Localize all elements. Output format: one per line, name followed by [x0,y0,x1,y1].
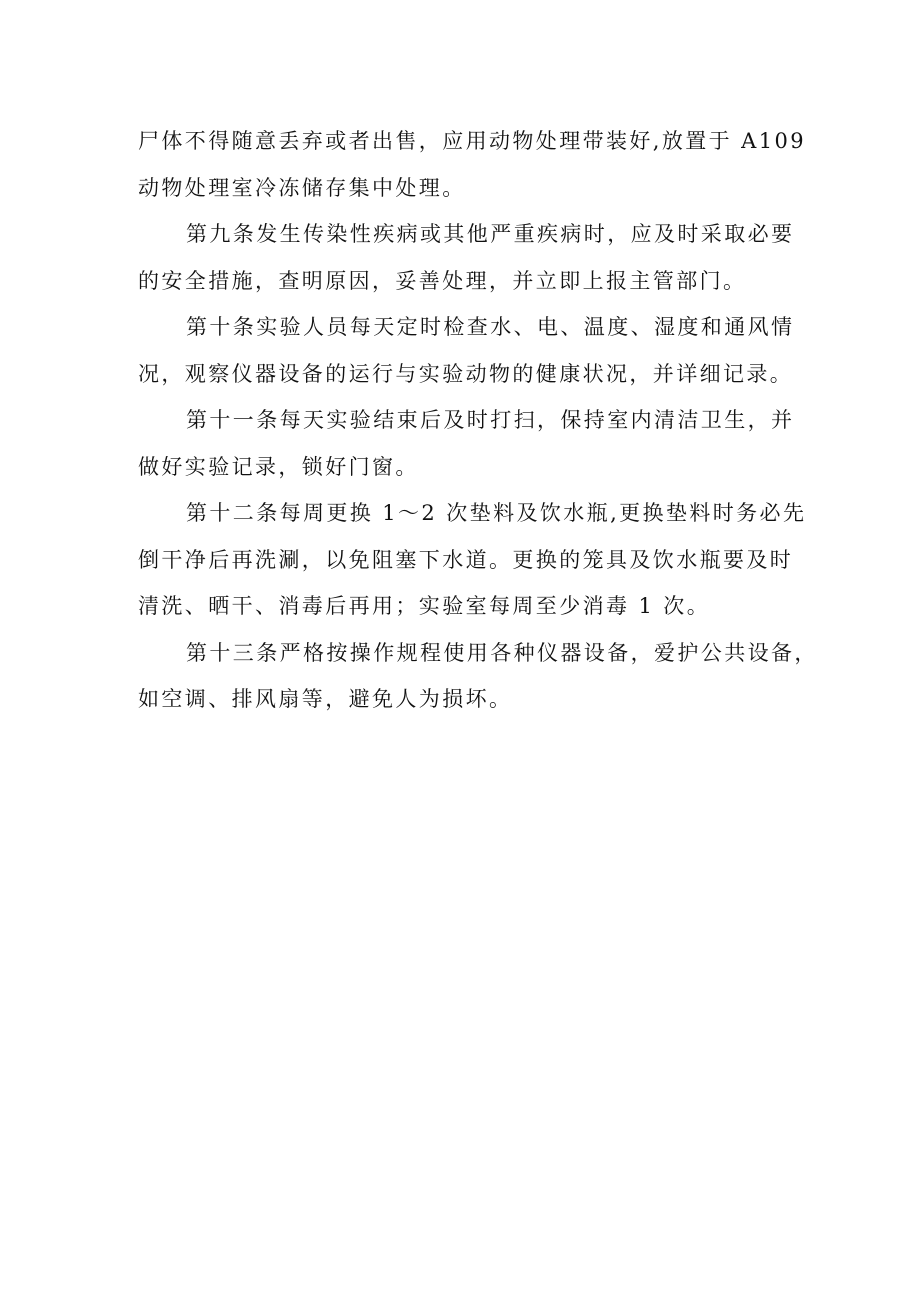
paragraph-article-9 [138,211,798,304]
paragraph-line: 第十条实验人员每天定时检查水、电、温度、湿度和通风情 [186,315,795,339]
paragraph-line: 第十二条每周更换 1～2 次垫料及饮水瓶,更换垫料时务必先 [186,501,807,525]
paragraph-article-12 [138,490,807,630]
paragraph-article-13 [138,630,818,723]
paragraph-line: 动物处理室冷冻储存集中处理。 [138,175,466,200]
paragraph-line: 第十三条严格按操作规程使用各种仪器设备，爱护公共设备， [186,640,818,665]
paragraph-line: 第十一条每天实验结束后及时打扫，保持室内清洁卫生，并 [186,408,795,432]
document-body [138,118,818,723]
paragraph-line: 倒干净后再洗涮，以免阻塞下水道。更换的笼具及饮水瓶要及时 [138,547,794,572]
paragraph-article-10 [138,304,798,397]
paragraph-line: 的安全措施，查明原因，妥善处理，并立即上报主管部门。 [138,268,747,293]
paragraph-line: 况，观察仪器设备的运行与实验动物的健康状况，并详细记录。 [138,361,794,386]
paragraph-line: 第九条发生传染性疾病或其他严重疾病时，应及时采取必要 [186,222,795,246]
paragraph-article-11 [138,397,798,490]
paragraph-line: 如空调、排风扇等，避免人为损坏。 [138,687,513,711]
paragraph-continuation [138,118,806,211]
paragraph-line: 做好实验记录，锁好门窗。 [138,454,419,479]
paragraph-line: 尸体不得随意丢弃或者出售，应用动物处理带装好,放置于 A109 [138,129,806,153]
paragraph-line: 清洗、晒干、消毒后再用；实验室每周至少消毒 1 次。 [138,594,711,618]
